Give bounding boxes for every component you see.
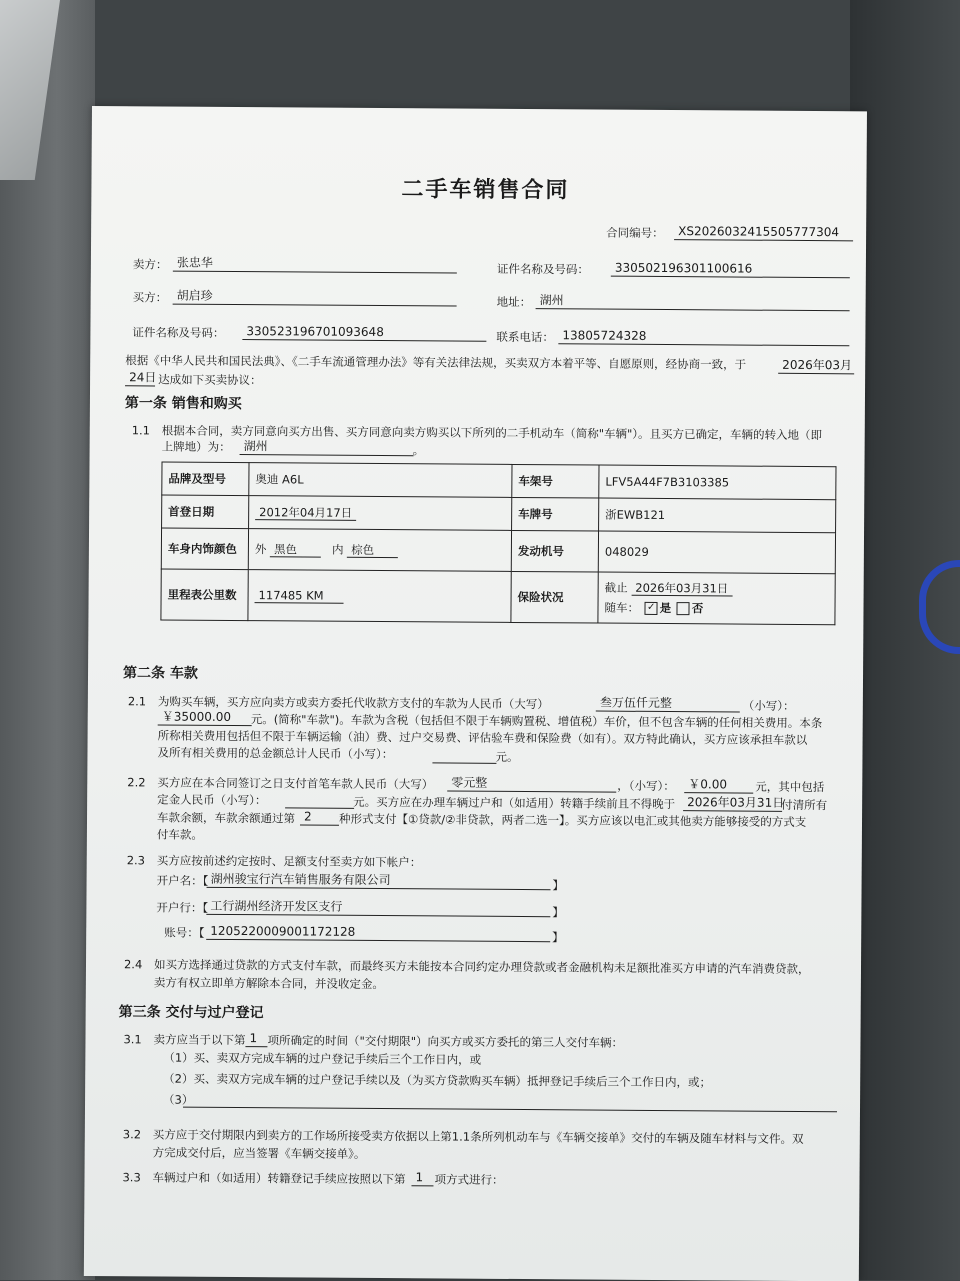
clause-2-2-text-4: 付车款。 (156, 827, 203, 842)
bank-close: 】 (552, 905, 564, 920)
contract-paper (84, 106, 867, 1281)
clause-2-2-text-2c: 付清所有 (781, 797, 828, 813)
clause-2-2-text-3b: 种形式支付【①贷款/②非贷款，两者二选一】。买方应该以电汇或其他卖方能够接受的方式支 (338, 811, 807, 830)
deposit-blank (285, 791, 354, 808)
first-payment-small-label: ，（小写）： (617, 778, 675, 794)
reg-date-value: 2012年04月17日 (255, 505, 356, 521)
seller-id-label: 证件名称及号码： (496, 261, 589, 277)
table-row (162, 462, 836, 500)
intro-end: 达成如下买卖协议： (158, 372, 262, 388)
clause-2-4-text-2: 卖方有权立即单方解除本合同，并没收定金。 (153, 975, 384, 992)
engine-label: 发动机号 (511, 530, 598, 572)
vehicle-table (160, 461, 836, 625)
clause-2-1-text-4: 及所有相关费用的总金额总计人民币（小写）： (157, 745, 394, 762)
table-row (161, 528, 835, 574)
seller-id: 330502196301100616 (611, 260, 850, 279)
account-no: 1205220009001172128 (206, 923, 550, 942)
checkbox-yes-label: 是 (659, 600, 672, 616)
color-label: 车身内饰颜色 (161, 528, 248, 570)
clause-3-2-text: 买方应于交付期限内到卖方的工作场所接受卖方依据以上第1.1条所列机动车与《车辆交接单》交付的车辆及随车材料与文件。双 (152, 1127, 804, 1146)
insurance-until (605, 580, 829, 598)
interior-label: 内 (331, 542, 344, 557)
account-no-close: 】 (552, 930, 564, 945)
clause-2-1-text-2: 元。(简称"车款")。车款为含税（包括但不限于车辆购置税、增值税）车价，但不包含车辆的任何相关费用。本条 (250, 712, 823, 731)
checkbox-no-label: 否 (691, 601, 704, 616)
with-car-label: 随车： (604, 600, 640, 615)
plate-label: 车牌号 (512, 497, 599, 531)
seller-label: 卖方： (132, 257, 168, 272)
clause-3-1-option-3-blank (183, 1091, 837, 1113)
bank-name: 工行湖州经济开发区支行 (206, 898, 550, 917)
account-no-label: 账号：【 (164, 925, 205, 940)
clause-2-4-text: 如买方选择通过贷款的方式支付车款，而最终买方未能按本合同约定办理贷款或者金融机构未足额批准买方申请的汽车消费贷款， (153, 957, 810, 977)
clause-2-2-text-2: 定金人民币（小写）： (157, 792, 267, 808)
checkbox-yes-checked[interactable]: ✓ (645, 602, 658, 615)
with-car-row (604, 600, 828, 618)
clause-3-3-num: 3.3 (122, 1170, 141, 1185)
intro-date: 2026年03月 (778, 357, 854, 375)
clause-2-1-end: 元。 (495, 749, 519, 764)
color-cell (248, 529, 511, 572)
clause-2-2-text-2b: 元。买方应在办理车辆过户和（如适用）转籍手续前且不得晚于 (353, 794, 676, 812)
clause-2-3-num: 2.3 (126, 853, 146, 868)
clause-3-1-text: 卖方应当于以下第 (153, 1032, 246, 1048)
clause-2-2-text-3: 车款余额，车款余额通过第 (156, 810, 296, 826)
price-small-label: （小写）： (742, 698, 795, 713)
transfer-option: 1 (411, 1169, 433, 1186)
clause-3-1-num: 3.1 (123, 1032, 142, 1047)
contract-no: XS2026032415505777304 (674, 223, 853, 241)
clause-3-1-option-1: （1）买、卖双方完成车辆的过户登记手续后三个工作日内，或 (163, 1050, 482, 1067)
clause-2-4-num: 2.4 (123, 957, 143, 972)
vin-label: 车架号 (512, 464, 599, 498)
clause-3-1-option-3: （3） (163, 1092, 194, 1107)
clause-3-3-text-b: 项方式进行： (434, 1172, 504, 1187)
payment-method: 2 (300, 808, 339, 825)
address: 湖州 (536, 292, 850, 311)
engine-value: 048029 (598, 531, 835, 574)
delivery-option: 1 (245, 1030, 267, 1047)
interior-color: 棕色 (347, 543, 398, 558)
article-2-heading: 第二条 车款 (122, 665, 198, 682)
reg-date-cell (249, 496, 512, 531)
insurance-cell (598, 572, 835, 625)
first-payment-upper: 零元整 (447, 774, 616, 792)
exterior-label: 外 (254, 542, 267, 557)
contract-no-label: 合同编号： (606, 225, 664, 240)
buyer-label: 买方： (132, 290, 168, 305)
clause-3-3-text: 车辆过户和（如适用）转籍登记手续应按照以下第 (152, 1170, 406, 1187)
clause-1-1-text: 根据本合同，卖方同意向买方出售、买方同意向卖方购买以下所列的二手机动车（简称"车辆"）。且买方已确定，车辆的转入地（即 (161, 423, 823, 443)
clause-3-1-option-2: （2）买、卖双方完成车辆的过户登记手续以及（为买方贷款购买车辆）抵押登记手续后三个工作日内，或； (163, 1071, 712, 1090)
pay-deadline: 2026年03月31日 (683, 794, 782, 812)
intro-date-day: 24日 (125, 369, 155, 386)
account-name-label: 开户名：【 (156, 873, 209, 888)
article-3-heading: 第三条 交付与过户登记 (118, 1004, 264, 1022)
reg-date-label: 首登日期 (162, 495, 249, 529)
exterior-color: 黑色 (270, 542, 321, 557)
seller-name: 张忠华 (173, 255, 457, 274)
buyer-id: 330523196701093648 (242, 323, 486, 342)
clause-2-1-num: 2.1 (127, 694, 147, 709)
clause-1-1-end: 。 (412, 443, 425, 458)
clause-2-1-text-3: 所称相关费用包括但不限于车辆运输（油）费、过户交易费、评估验车费和保险费（如有）。双方特此确认，买方应该承担车款以 (157, 728, 808, 748)
phone: 13805724328 (558, 327, 849, 346)
address-label: 地址： (496, 294, 532, 310)
clause-1-1-num: 1.1 (131, 423, 151, 438)
plate-value: 浙EWB121 (599, 498, 836, 533)
document-title: 二手车销售合同 (401, 177, 570, 204)
clause-2-2-num: 2.2 (127, 775, 146, 790)
account-name: 湖州骏宝行汽车销售服务有限公司 (207, 871, 551, 890)
buyer-name: 胡启珍 (173, 288, 457, 307)
clause-2-2-text-a2: 元，其中包括 (755, 779, 825, 795)
table-row (161, 569, 835, 625)
clause-3-2-text-2: 方完成交付后，应当签署《车辆交接单》。 (152, 1145, 366, 1161)
brand-label: 品牌及型号 (162, 462, 249, 496)
vin-value: LFV5A44F7B3103385 (599, 465, 836, 500)
mileage-value: 117485 KM (255, 588, 344, 604)
phone-label: 联系电话： (496, 329, 554, 345)
insurance-until-label: 截止 (604, 580, 628, 595)
mileage-label: 里程表公里数 (161, 569, 248, 621)
clause-3-1-text-b: 项所确定的时间（"交付期限"）向买方或买方委托的第三人交付车辆： (267, 1033, 624, 1050)
background-left (0, 0, 95, 1280)
total-amount-blank (432, 746, 496, 763)
first-payment-amount: ￥0.00 (684, 776, 753, 793)
register-place: 湖州 (240, 438, 414, 456)
mileage-cell (248, 570, 511, 623)
price-upper: 叁万伍仟元整 (596, 695, 740, 713)
article-1-heading: 第一条 销售和购买 (124, 395, 242, 413)
clause-1-1-text-2: 上牌地）为： (161, 439, 231, 454)
intro-text: 根据《中华人民共和国民法典》、《二手车流通管理办法》等有关法律法规，买卖双方本着平等、自愿原则，经协商一致，于 (125, 353, 747, 372)
checkbox-no[interactable] (677, 602, 690, 615)
clause-2-1-text: 为购买车辆，买方应向卖方或卖方委托代收款方支付的车款为人民币（大写） (157, 694, 549, 712)
brand-value: 奥迪 A6L (249, 463, 512, 498)
insurance-until-date: 2026年03月31日 (631, 581, 732, 597)
price-amount: ￥35000.00 (158, 708, 252, 726)
clause-2-3-text: 买方应按前述约定按时、足额支付至卖方如下帐户： (156, 853, 422, 870)
insurance-label: 保险状况 (511, 571, 598, 623)
buyer-id-label: 证件名称及号码： (132, 325, 225, 340)
account-name-close: 】 (552, 878, 565, 893)
bank-label: 开户行：【 (156, 900, 209, 915)
clause-2-2-text: 买方应在本合同签订之日支付首笔车款人民币（大写） (157, 775, 434, 792)
table-row (162, 495, 836, 533)
clause-3-2-num: 3.2 (122, 1127, 142, 1142)
